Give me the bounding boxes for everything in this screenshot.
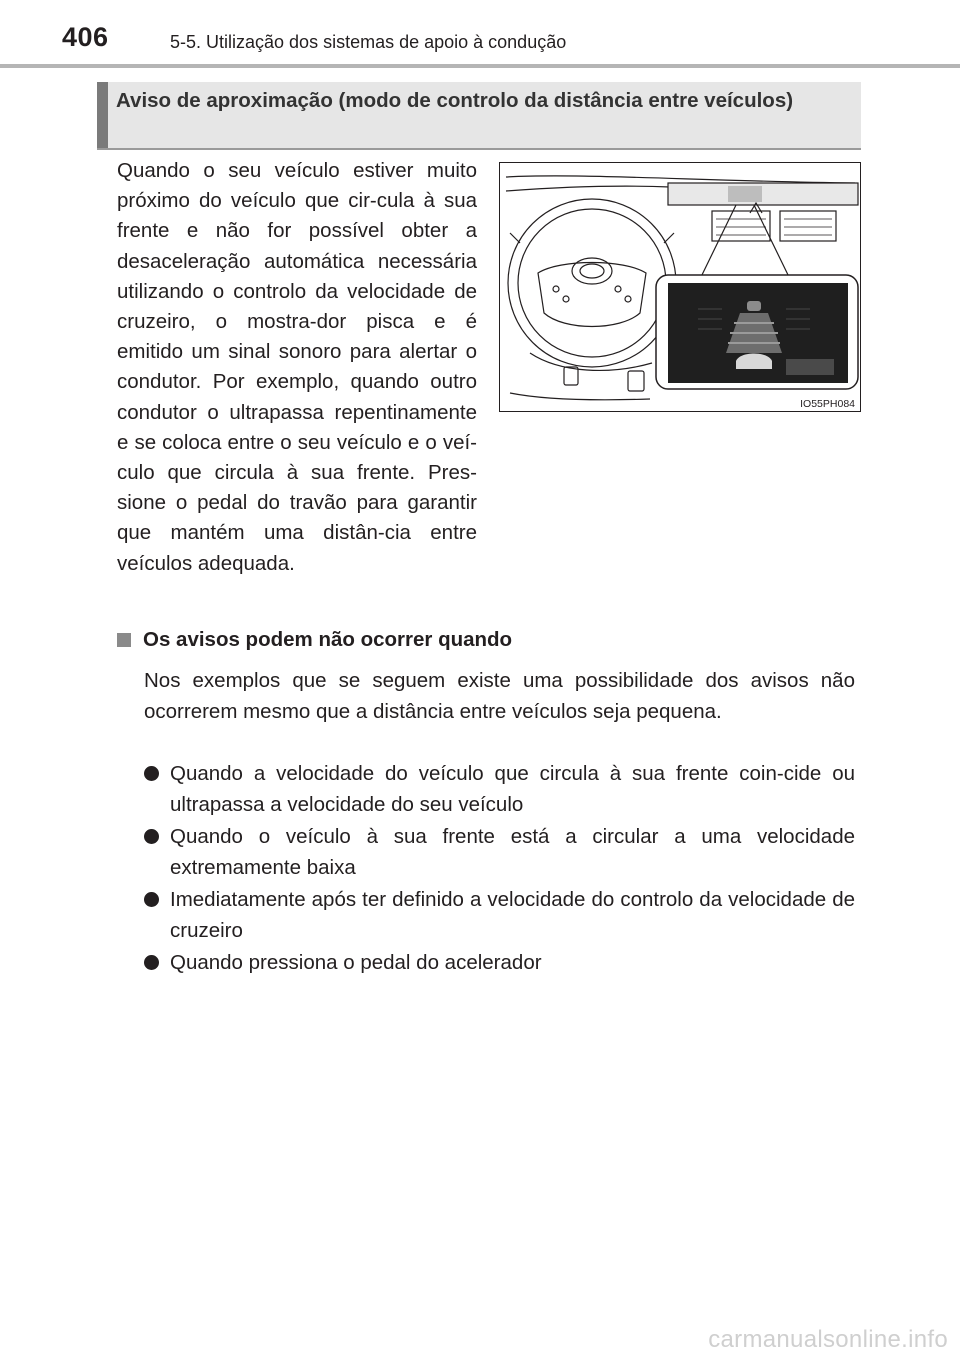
intro-paragraph: Quando o seu veículo estiver muito próximo do veículo que cir-cula à sua frente e não for possível obter a desaceleração automática necessária utilizando o controlo da velocidade de cruzeiro, o mostra-dor pisca e é emitido um sinal sonoro para alertar o condutor. Por exemplo, quando outro condutor o ultrapassa repentinamente e se coloca entre o seu veículo e o veí-culo que circula à sua frente. Pres-sione o pedal do travão para garantir que mantém uma distân-cia entre veículos adequada. [117,159,477,575]
list-item [144,947,855,978]
figure-code: IO55PH084 [800,398,855,410]
subsection-title: Os avisos podem não ocorrer quando [143,628,513,651]
square-bullet-icon [117,633,131,647]
page-number: 406 [62,22,109,52]
section-title-box [97,82,861,150]
dashboard-warning-illustration [500,163,862,413]
list-item [144,884,855,946]
section-reference: 5-5. Utilização dos sistemas de apoio à condução [170,32,567,52]
bullet-dot-icon [144,892,159,907]
list-item [144,821,855,883]
watermark: carmanualsonline.info [708,1326,948,1353]
dashboard-figure [499,162,861,412]
header-rule [0,64,960,68]
list-item-text: Quando o veículo à sua frente está a circular a uma velocidade extremamente baixa [170,825,855,879]
list-item-text: Quando a velocidade do veículo que circula à sua frente coin-cide ou ultrapassa a velocidade do seu veículo [170,762,855,816]
subsection-text: Nos exemplos que se seguem existe uma possibilidade dos avisos não ocorrerem mesmo que a distância entre veículos seja pequena. [144,669,855,723]
bullet-list [144,758,855,979]
list-item [144,758,855,820]
subsection-heading [117,628,512,652]
list-item-text: Imediatamente após ter definido a velocidade do controlo da velocidade de cruzeiro [170,888,855,942]
list-item-text: Quando pressiona o pedal do acelerador [170,951,542,974]
bullet-dot-icon [144,829,159,844]
bullet-dot-icon [144,766,159,781]
section-title: Aviso de aproximação (modo de controlo da distância entre veículos) [116,89,794,112]
section-title-bar [97,82,108,148]
bullet-dot-icon [144,955,159,970]
